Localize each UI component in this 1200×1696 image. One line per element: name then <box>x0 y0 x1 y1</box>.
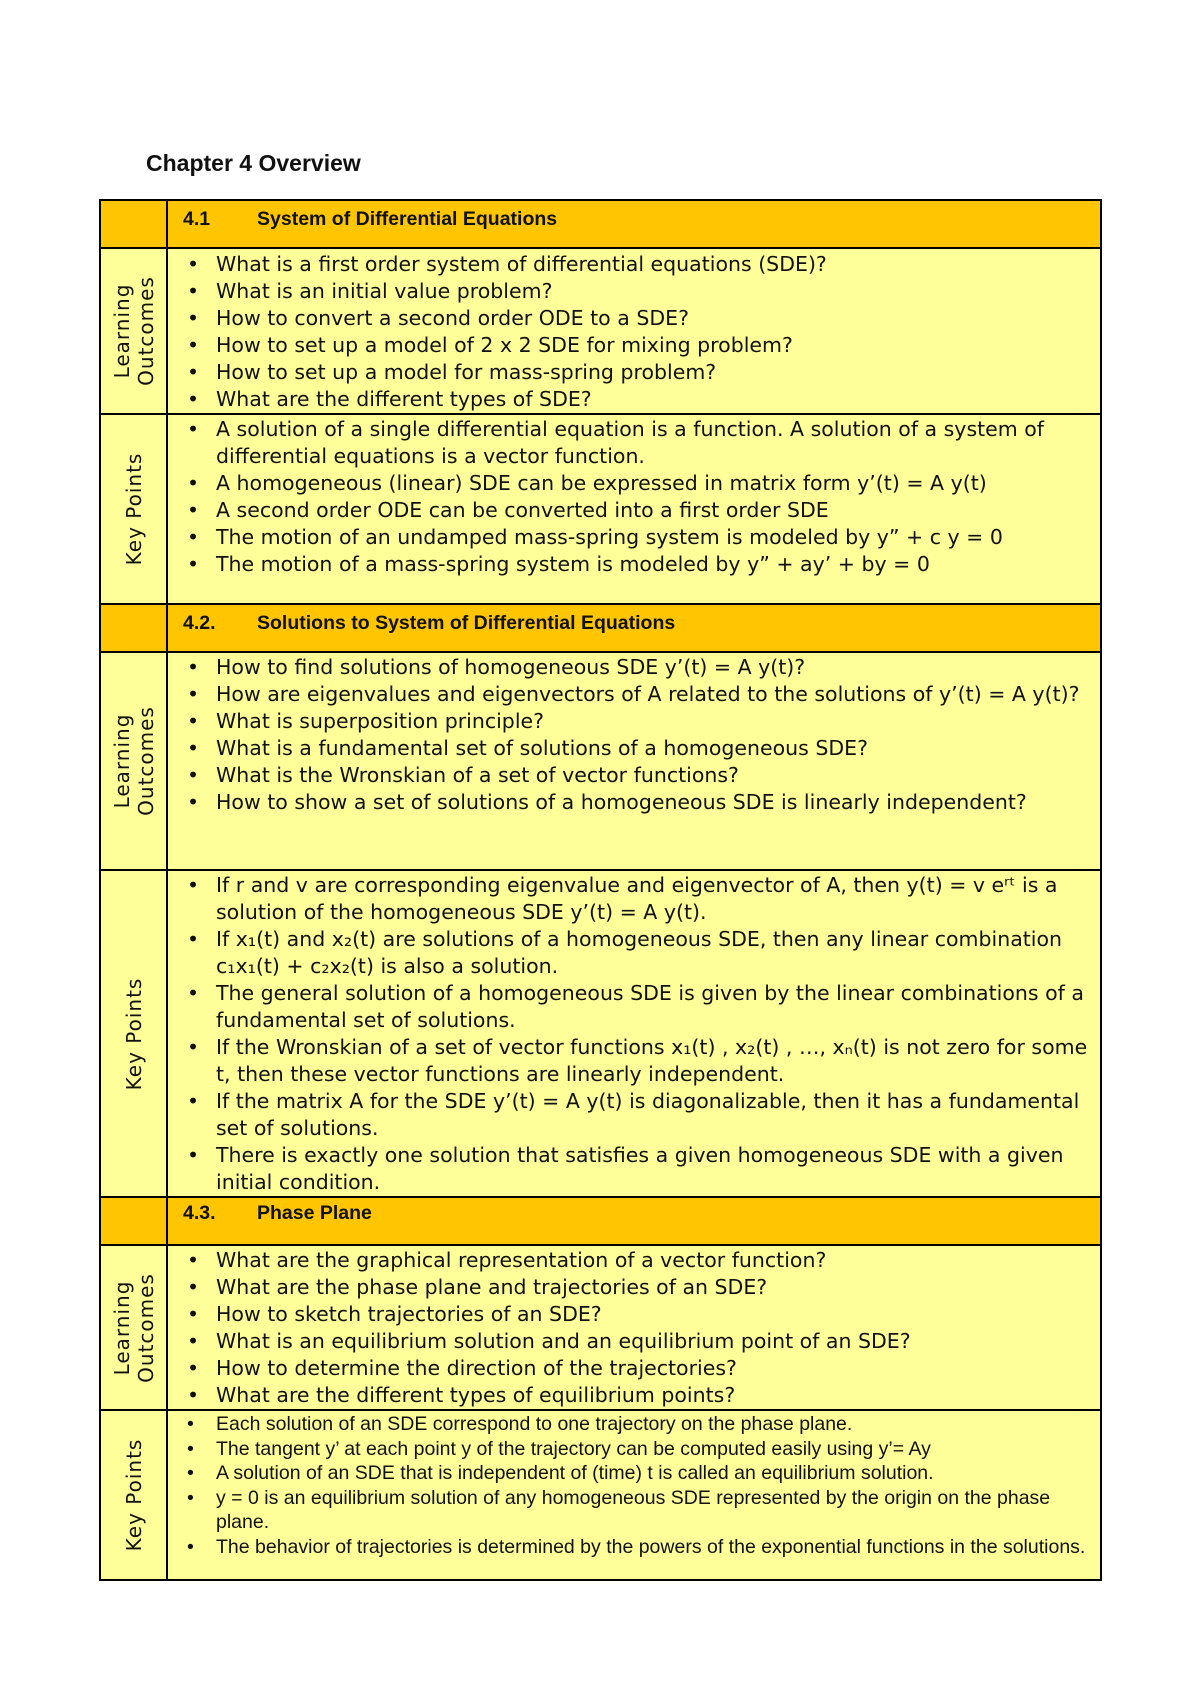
key-points-content <box>167 870 1101 1197</box>
key-points-label-cell <box>100 1410 167 1580</box>
list-item: • What are the different types of SDE? <box>168 386 1094 413</box>
list-item: • There is exactly one solution that satisfies a given homogeneous SDE with a given initial condition. <box>168 1142 1094 1196</box>
list-item: • If x₁(t) and x₂(t) are solutions of a homogeneous SDE, then any linear combination c₁x₁(t) + c₂x₂(t) is also a solution. <box>168 926 1094 980</box>
learning-outcomes-list <box>168 654 1100 816</box>
list-item: • How to set up a model for mass-spring problem? <box>168 359 1094 386</box>
key-points-label-cell <box>100 870 167 1197</box>
page-title: Chapter 4 Overview <box>146 150 361 176</box>
learning-outcomes-list <box>168 251 1100 413</box>
learning-outcomes-content <box>167 248 1101 414</box>
list-item: • The tangent y’ at each point y of the trajectory can be computed easily using y’= Ay <box>168 1437 1094 1462</box>
key-points-row <box>100 1410 1101 1580</box>
learning-outcomes-label-cell <box>100 652 167 870</box>
list-item: • The general solution of a homogeneous SDE is given by the linear combinations of a fundamental set of solutions. <box>168 980 1094 1034</box>
section-heading: Phase Plane <box>257 1202 372 1224</box>
section-header-row <box>100 1197 1101 1245</box>
learning-outcomes-label: Learning Outcomes <box>109 706 158 816</box>
list-item: • The motion of a mass-spring system is modeled by y” + ay’ + by = 0 <box>168 551 1094 578</box>
list-item: • How to find solutions of homogeneous SDE y’(t) = A y(t)? <box>168 654 1094 681</box>
list-item: • What are the graphical representation of a vector function? <box>168 1247 1094 1274</box>
learning-outcomes-label-cell <box>100 1245 167 1410</box>
section-header-row <box>100 604 1101 652</box>
section-heading: System of Differential Equations <box>257 208 558 230</box>
list-item: • Each solution of an SDE correspond to one trajectory on the phase plane. <box>168 1412 1094 1437</box>
key-points-row <box>100 870 1101 1197</box>
key-points-label-cell <box>100 414 167 604</box>
section-header <box>167 200 1101 248</box>
overview-table <box>99 199 1102 1581</box>
list-item: • What is a fundamental set of solutions of a homogeneous SDE? <box>168 735 1094 762</box>
list-item: • What is an initial value problem? <box>168 278 1094 305</box>
list-item: • What are the different types of equilibrium points? <box>168 1382 1094 1409</box>
section-number: 4.3. <box>183 1202 216 1224</box>
key-points-list <box>168 1412 1100 1560</box>
section-header <box>167 1197 1101 1245</box>
key-points-row <box>100 414 1101 604</box>
list-item: • What is an equilibrium solution and an equilibrium point of an SDE? <box>168 1328 1094 1355</box>
list-item: • How to show a set of solutions of a homogeneous SDE is linearly independent? <box>168 789 1094 816</box>
section-number: 4.1 <box>183 208 211 230</box>
section-header <box>167 604 1101 652</box>
list-item: • A solution of an SDE that is independent of (time) t is called an equilibrium solution. <box>168 1461 1094 1486</box>
key-points-list <box>168 416 1100 578</box>
list-item: • If r and v are corresponding eigenvalue and eigenvector of A, then y(t) = v eʳᵗ is a solution of the homogeneous SDE y’(t) = A y(t). <box>168 872 1094 926</box>
header-blank-cell <box>100 200 167 248</box>
list-item: • If the matrix A for the SDE y’(t) = A y(t) is diagonalizable, then it has a fundamental set of solutions. <box>168 1088 1094 1142</box>
list-item: • What is superposition principle? <box>168 708 1094 735</box>
list-item: • How to sketch trajectories of an SDE? <box>168 1301 1094 1328</box>
list-item: • The behavior of trajectories is determined by the powers of the exponential functions in the solutions. <box>168 1535 1094 1560</box>
list-item: • What is the Wronskian of a set of vector functions? <box>168 762 1094 789</box>
learning-outcomes-row <box>100 1245 1101 1410</box>
list-item: • How to set up a model of 2 x 2 SDE for mixing problem? <box>168 332 1094 359</box>
list-item: • A second order ODE can be converted into a first order SDE <box>168 497 1094 524</box>
list-item: • What are the phase plane and trajectories of an SDE? <box>168 1274 1094 1301</box>
learning-outcomes-content <box>167 1245 1101 1410</box>
key-points-list <box>168 872 1100 1196</box>
learning-outcomes-label: Learning Outcomes <box>109 276 158 386</box>
key-points-label: Key Points <box>121 452 146 566</box>
list-item: • y = 0 is an equilibrium solution of any homogeneous SDE represented by the origin on the phase plane. <box>168 1486 1094 1535</box>
list-item: • What is a first order system of differential equations (SDE)? <box>168 251 1094 278</box>
list-item: • The motion of an undamped mass-spring system is modeled by y” + c y = 0 <box>168 524 1094 551</box>
key-points-label: Key Points <box>121 1438 146 1552</box>
learning-outcomes-label: Learning Outcomes <box>109 1272 158 1383</box>
learning-outcomes-row <box>100 248 1101 414</box>
list-item: • How to determine the direction of the trajectories? <box>168 1355 1094 1382</box>
list-item: • A homogeneous (linear) SDE can be expressed in matrix form y’(t) = A y(t) <box>168 470 1094 497</box>
list-item: • If the Wronskian of a set of vector functions x₁(t) , x₂(t) , …, xₙ(t) is not zero for some t, then these vector functions are linearly independent. <box>168 1034 1094 1088</box>
section-header-row <box>100 200 1101 248</box>
header-blank-cell <box>100 604 167 652</box>
header-blank-cell <box>100 1197 167 1245</box>
list-item: • How to convert a second order ODE to a SDE? <box>168 305 1094 332</box>
key-points-content <box>167 1410 1101 1580</box>
section-heading: Solutions to System of Differential Equations <box>257 612 676 634</box>
key-points-label: Key Points <box>121 977 146 1090</box>
learning-outcomes-label-cell <box>100 248 167 414</box>
key-points-content <box>167 414 1101 604</box>
section-number: 4.2. <box>183 612 216 634</box>
list-item: • How are eigenvalues and eigenvectors of A related to the solutions of y’(t) = A y(t)? <box>168 681 1094 708</box>
learning-outcomes-row <box>100 652 1101 870</box>
learning-outcomes-list <box>168 1247 1100 1409</box>
learning-outcomes-content <box>167 652 1101 870</box>
list-item: • A solution of a single differential equation is a function. A solution of a system of differential equations is a vector function. <box>168 416 1094 470</box>
